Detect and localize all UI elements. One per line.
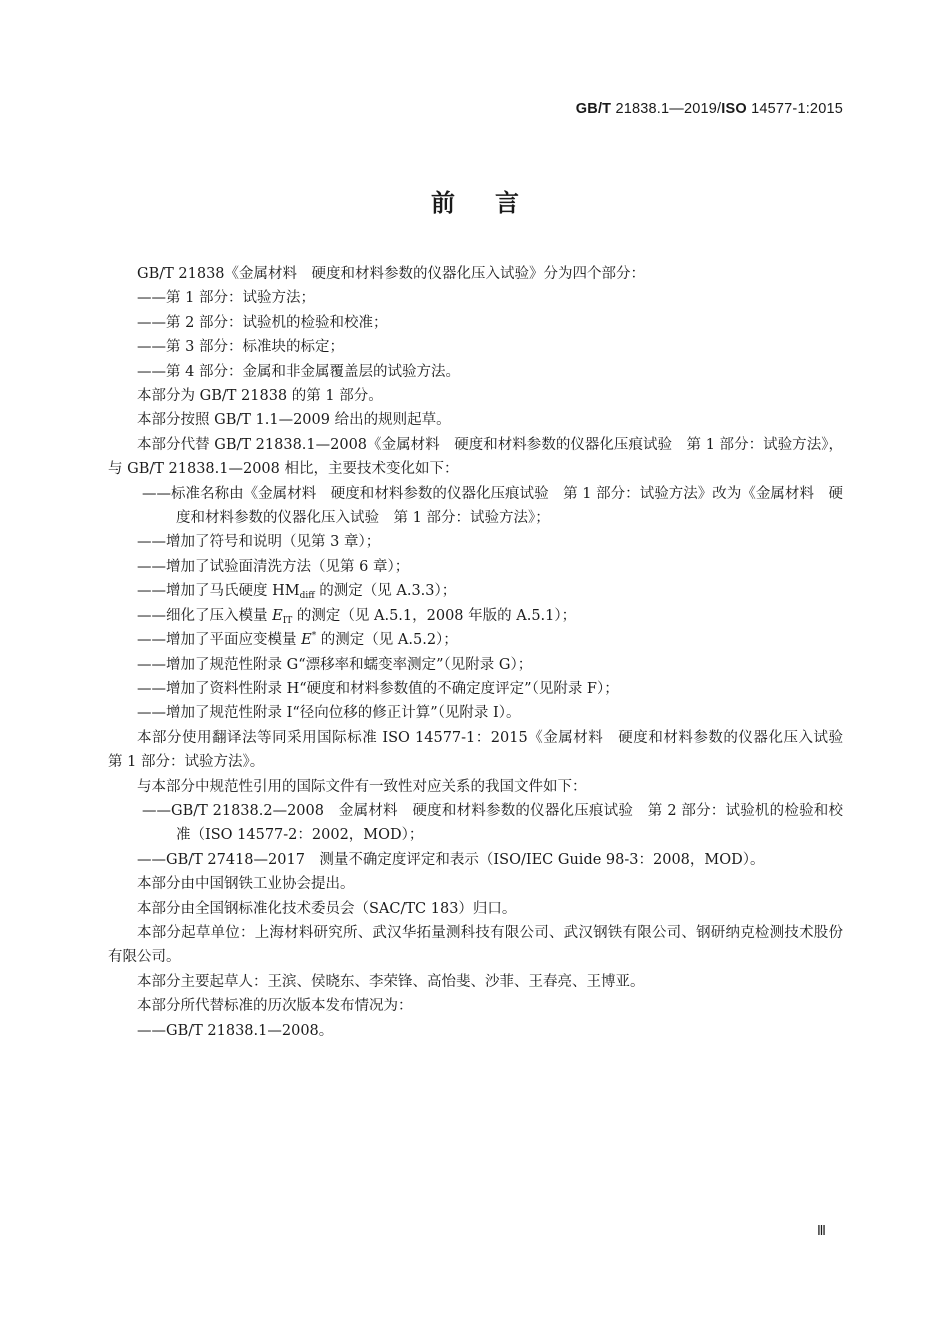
header-num-1: 21838.1—2019/ [611,101,722,117]
text-segment: ——增加了马氏硬度 HM [137,583,300,600]
paragraph-this-part: 本部分为 GB/T 21838 的第 1 部分。 [137,388,383,405]
change-item-annex-g: ——增加了规范性附录 G“漂移率和蠕变率测定”（见附录 G）； [137,656,533,673]
text-segment: 的测定（见 A.5.1，2008 年版的 A.5.1）； [292,607,577,624]
change-item-annex-i: ——增加了规范性附录 I“径向位移的修正计算”（见附录 I）。 [137,705,521,722]
text-segment: ——增加了平面应变模量 [137,632,302,649]
page-title: 前言 [431,189,559,217]
paragraph-proposed-by: 本部分由中国钢铁工业协会提出。 [137,876,355,893]
superscript: * [311,631,317,642]
paragraph-replaces: 本部分代替 GB/T 21838.1—2008《金属材料 硬度和材料参数的仪器化压痕试验 第 1 部分：试验方法》，与 GB/T 21838.1—2008 相比，主要技术变化如下： [108,436,843,478]
paragraph-drafting-units: 本部分起草单位：上海材料研究所、武汉华拓量测科技有限公司、武汉钢铁有限公司、钢研纳克检测技术股份有限公司。 [108,924,843,966]
header-bold-1: GB/T [575,101,612,117]
previous-edition-item: ——GB/T 21838.1—2008。 [137,1022,334,1039]
text-segment: 的测定（见 A.3.3）； [314,583,457,600]
change-item-annex-h: ——增加了资料性附录 H“硬度和材料参数值的不确定度评定”（见附录 F）； [137,680,619,697]
change-item-title: ——标准名称由《金属材料 硬度和材料参数的仪器化压痕试验 第 1 部分：试验方法》改为《金属材料 硬度和材料参数的仪器化压入试验 第 1 部分：试验方法》； [142,485,843,527]
reference-item-21838-2: ——GB/T 21838.2—2008 金属材料 硬度和材料参数的仪器化压痕试验 第 2 部分：试验机的检验和校准（ISO 14577-2：2002，MOD）； [142,802,843,844]
paragraph-parts-intro: GB/T 21838《金属材料 硬度和材料参数的仪器化压入试验》分为四个部分： [137,266,646,282]
variable-e: E [301,632,312,649]
page-number: Ⅲ [817,1223,826,1238]
subscript: diff [299,591,315,602]
foreword-body [108,262,858,1043]
change-item-plane-strain [108,628,843,652]
text-segment: 的测定（见 A.5.2）； [316,632,458,649]
reference-item-27418: ——GB/T 27418—2017 测量不确定度评定和表示（ISO/IEC Guide 98-3：2008，MOD）。 [137,851,765,868]
list-item-part-4: ——第 4 部分：金属和非金属覆盖层的试验方法。 [137,363,460,380]
paragraph-correspondence: 与本部分中规范性引用的国际文件有一致性对应关系的我国文件如下： [137,778,587,795]
paragraph-iso-adoption: 本部分使用翻译法等同采用国际标准 ISO 14577-1：2015《金属材料 硬度和材料参数的仪器化压入试验 第 1 部分：试验方法》。 [108,729,858,771]
paragraph-under-jurisdiction: 本部分由全国钢标准化技术委员会（SAC/TC 183）归口。 [137,900,517,917]
paragraph-previous-editions: 本部分所代替标准的历次版本发布情况为： [137,998,413,1015]
header-bold-2: ISO [721,101,747,117]
paragraph-drafting-rules: 本部分按照 GB/T 1.1—2009 给出的规则起草。 [137,412,451,429]
paragraph-drafters: 本部分主要起草人：王滨、侯晓东、李荣锋、高怡斐、沙菲、王春亮、王博亚。 [137,973,645,990]
list-item-part-3: ——第 3 部分：标准块的标定； [137,339,344,356]
change-item-cleaning: ——增加了试验面清洗方法（见第 6 章）； [137,558,410,575]
change-item-modulus [108,604,843,628]
standard-number-header [576,101,843,117]
change-item-martens [108,579,843,603]
variable-e: E [272,607,283,624]
list-item-part-1: ——第 1 部分：试验方法； [137,290,315,307]
text-segment: ——细化了压入模量 [137,607,273,624]
header-num-2: 14577-1:2015 [746,101,843,117]
list-item-part-2: ——第 2 部分：试验机的检验和校准； [137,314,388,331]
subscript: IT [282,615,293,626]
change-item-symbols: ——增加了符号和说明（见第 3 章）； [137,534,381,551]
